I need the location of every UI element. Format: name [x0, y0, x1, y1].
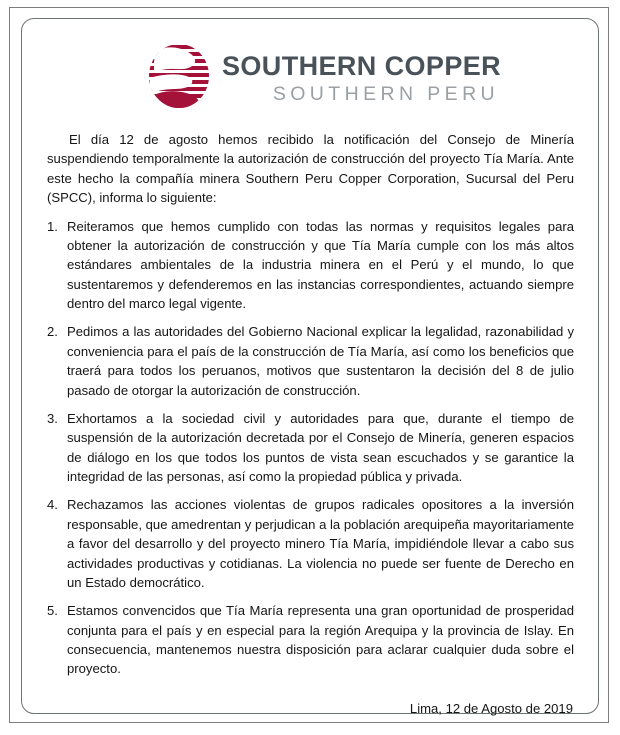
logo-wordmark [222, 50, 501, 106]
list-item [47, 217, 574, 314]
statement-body [47, 130, 574, 718]
logo-secondary-text: SOUTHERN PERU [272, 83, 500, 106]
intro-paragraph: El día 12 de agosto hemos recibido la notificación del Consejo de Minería suspendiendo temporalmente la autorización de construcción del proyecto Tía María. Ante este hecho la compañía minera Southern Peru Copper Corporation, Sucursal del Peru (SPCC), informa lo siguiente: [47, 132, 574, 206]
list-item [47, 409, 574, 487]
clause-text: Rechazamos las acciones violentas de grupos radicales opositores a la inversión responsable, que amedrentan y perjudican a la población arequipeña mayoritariamente a favor del desarrollo y del proyecto minero Tía María, impidiéndole llevar a cabo sus actividades productivas y cotidianas. La violencia no puede ser fuente de Derecho en un Estado democrático. [67, 497, 574, 590]
list-item [47, 601, 574, 679]
clause-number: 3. [47, 410, 58, 426]
numbered-clause-list [47, 217, 574, 679]
clause-number: 1. [47, 218, 58, 234]
clause-text: Exhortamos a la sociedad civil y autoridades para que, durante el tiempo de suspensión de la autorización decretada por el Consejo de Minería, generen espacios de diálogo en los que todos los puntos de vista sean escuchados y se garantice la integridad de las personas, así como la propiedad pública y privada. [67, 410, 574, 484]
list-item [47, 322, 574, 400]
clause-text: Reiteramos que hemos cumplido con todas las normas y requisitos legales para obtener la autorización de construcción y que Tía María cumple con los más altos estándares ambientales de la industria minera en el Perú y el mundo, lo que sustentaremos y defenderemos en las instancias correspondientes, actuando siempre dentro del marco legal vigente. [67, 218, 574, 311]
clause-number: 5. [47, 603, 58, 619]
list-item [47, 495, 574, 592]
clause-text: Pedimos a las autoridades del Gobierno Nacional explicar la legalidad, razonabilidad y conveniencia para el país de la construcción de Tía María, así como los beneficios que traerá para todos los peruanos, motivos que sustentaron la decisión del 8 de julio pasado de otorgar la autorización de construcción. [67, 324, 574, 398]
logo-primary-text: SOUTHERN COPPER [222, 51, 502, 82]
clause-number: 4. [47, 497, 58, 513]
clause-text: Estamos convencidos que Tía María representa una gran oportunidad de prosperidad conjunta para el país y en especial para la región Arequipa y la provincia de Islay. En consecuencia, mantenemos nuestra disposición para aclarar cualquier duda sobre el proyecto. [67, 603, 574, 677]
southern-copper-globe-mark-icon [148, 42, 210, 114]
dateline: Lima, 12 de Agosto de 2019 [409, 700, 573, 716]
company-logo-header [148, 38, 508, 118]
clause-number: 2. [47, 324, 58, 340]
